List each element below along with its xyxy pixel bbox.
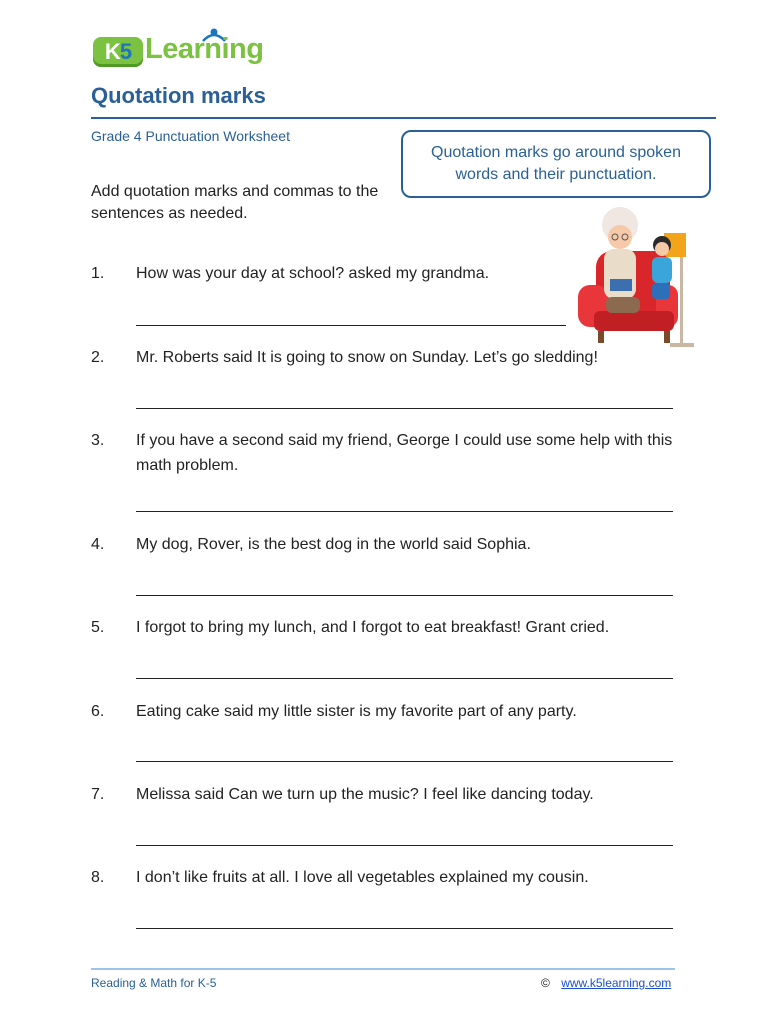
question-number: 2. [91,349,105,366]
title-divider [91,117,716,119]
answer-line[interactable] [136,511,673,512]
question-text: How was your day at school? asked my grandma. [136,265,490,282]
answer-line[interactable] [136,928,673,929]
worksheet-subtitle: Grade 4 Punctuation Worksheet [91,128,290,144]
tip-text: Quotation marks go around spoken words and their punctuation. [431,144,681,183]
answer-line[interactable] [136,325,566,326]
question-number: 5. [91,619,105,636]
k5-logo [93,27,263,71]
question-text: Mr. Roberts said It is going to snow on Sunday. Let’s go sledding! [136,349,598,366]
question-text: If you have a second said my friend, George I could use some help with this math problem. [136,432,673,474]
page-title: Quotation marks [91,83,266,108]
question-number: 6. [91,703,105,720]
logo-badge [93,37,143,67]
footer-copyright [541,976,671,990]
answer-line[interactable] [136,845,673,846]
question-number: 1. [91,265,105,282]
question-number: 7. [91,786,105,803]
question-number: 4. [91,536,105,553]
question-text: I forgot to bring my lunch, and I forgot to eat breakfast! Grant cried. [136,619,610,636]
question-text: My dog, Rover, is the best dog in the world said Sophia. [136,536,531,553]
question-number: 8. [91,869,105,886]
logo-badge-5: 5 [119,39,132,64]
copyright-symbol: © [541,976,550,990]
website-link[interactable]: www.k5learning.com [561,976,672,990]
answer-line[interactable] [136,678,673,679]
question-text: Eating cake said my little sister is my favorite part of any party. [136,703,577,720]
footer-divider [91,968,675,970]
footer-tagline: Reading & Math for K-5 [91,976,217,990]
question-number: 3. [91,432,105,449]
logo-badge-k: K [104,39,120,64]
instructions: Add quotation marks and commas to the sentences as needed. [91,183,379,222]
answer-line[interactable] [136,595,673,596]
question-text: Melissa said Can we turn up the music? I feel like dancing today. [136,786,594,803]
logo-word: Learning [145,33,264,65]
tip-box [401,130,711,198]
answer-line[interactable] [136,408,673,409]
answer-line[interactable] [136,761,673,762]
question-text: I don’t like fruits at all. I love all vegetables explained my cousin. [136,869,589,886]
